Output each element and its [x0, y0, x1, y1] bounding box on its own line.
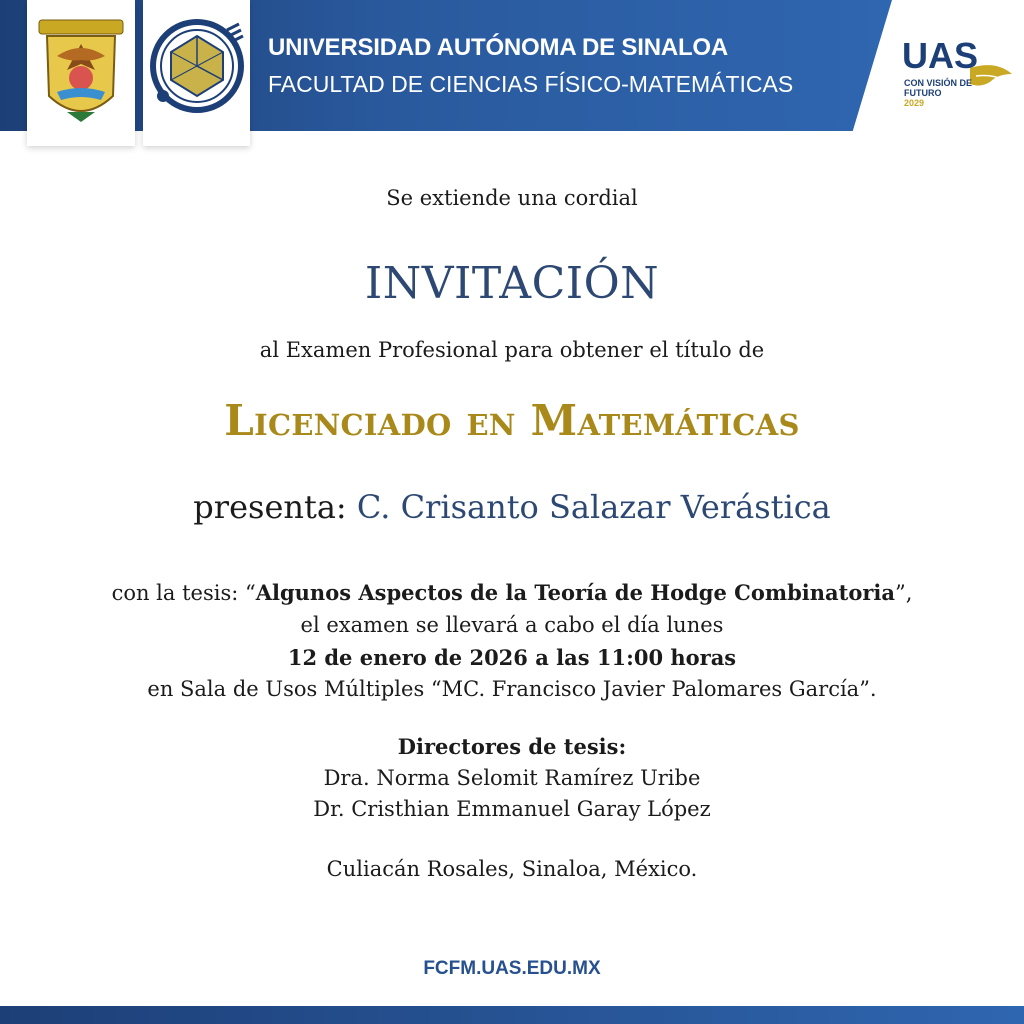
degree-title: Licenciado en Matemáticas	[224, 396, 800, 445]
directors-heading: Directores de tesis:	[397, 734, 627, 759]
header	[0, 0, 1024, 140]
uas-logo-text: UAS	[902, 35, 979, 76]
uas-shield-logo	[27, 0, 135, 146]
eagle-icon	[900, 34, 1014, 114]
exam-location: en Sala de Usos Múltiples “MC. Francisco Javier Palomares García”.	[147, 677, 877, 701]
director-1: Dra. Norma Selomit Ramírez Uribe	[323, 766, 701, 790]
presenter-line	[0, 488, 1024, 526]
shield-emblem-icon	[27, 0, 135, 146]
website-link[interactable]: FCFM.UAS.EDU.MX	[423, 958, 601, 979]
purpose-text: al Examen Profesional para obtener el título de	[259, 338, 765, 362]
uas-slogan-1: CON VISIÓN DE	[904, 78, 973, 88]
uas-slogan-3: 2029	[904, 98, 925, 108]
exam-datetime: 12 de enero de 2026 a las 11:00 horas	[287, 645, 737, 670]
presenter-label: presenta:	[193, 488, 347, 526]
invitation-title: INVITACIÓN	[364, 258, 660, 309]
exam-day-text: el examen se llevará a cabo el día lunes	[300, 613, 724, 637]
thesis-suffix: ”,	[895, 581, 913, 605]
director-2: Dr. Cristhian Emmanuel Garay López	[313, 797, 711, 821]
university-name: UNIVERSIDAD AUTÓNOMA DE SINALOA	[268, 34, 729, 61]
place-text: Culiacán Rosales, Sinaloa, México.	[326, 857, 698, 881]
fcfm-logo	[143, 0, 250, 146]
uas-slogan-2: FUTURO	[904, 88, 942, 98]
footer-band	[0, 1006, 1024, 1024]
thesis-prefix: con la tesis: “	[111, 581, 256, 605]
presenter-name: C. Crisanto Salazar Verástica	[356, 488, 831, 526]
thesis-line	[0, 580, 1024, 605]
faculty-name: FACULTAD DE CIENCIAS FÍSICO-MATEMÁTICAS	[268, 71, 794, 97]
fcfm-emblem-icon	[143, 0, 250, 146]
thesis-title: Algunos Aspectos de la Teoría de Hodge Combinatoria	[255, 580, 895, 605]
intro-text: Se extiende una cordial	[386, 186, 638, 210]
uas-vision-logo	[900, 34, 1014, 114]
